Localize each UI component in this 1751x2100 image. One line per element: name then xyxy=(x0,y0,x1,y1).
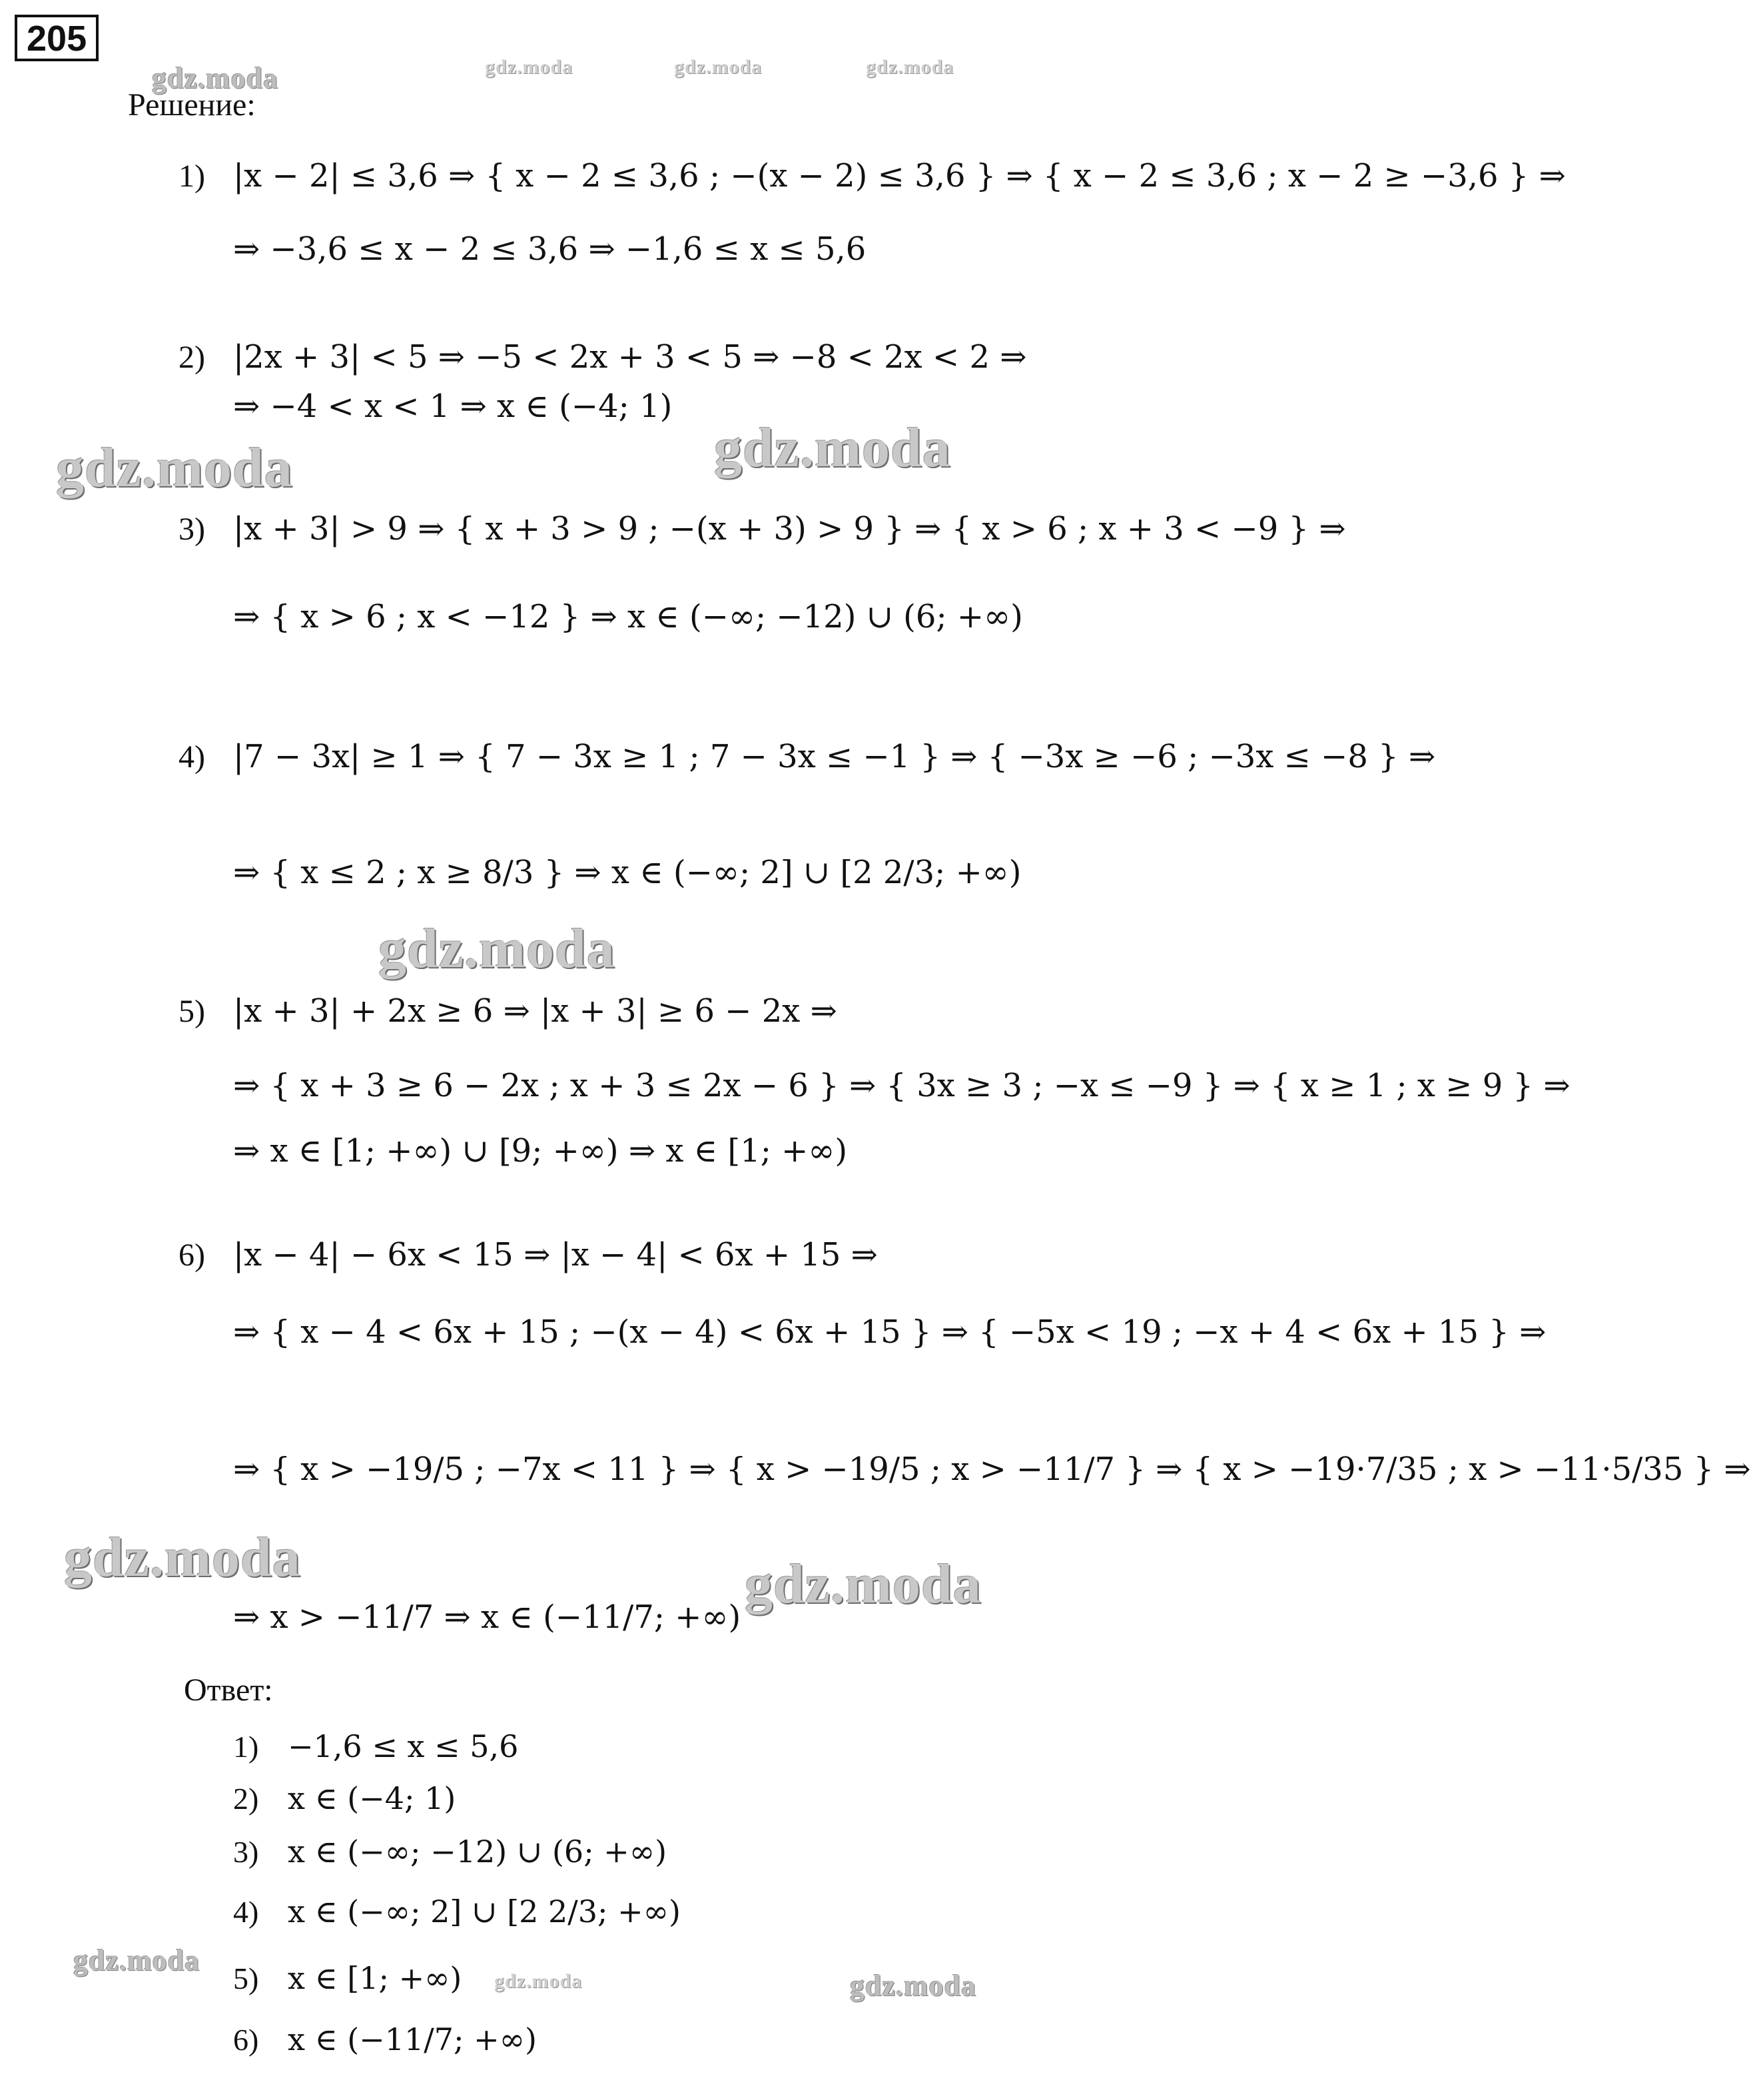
expression: |x − 4| − 6x < 15 ⇒ |x − 4| < 6x + 15 ⇒ xyxy=(233,1236,878,1273)
answer-item xyxy=(233,1780,456,1818)
item-label: 5) xyxy=(178,994,205,1029)
solution-heading: Решение: xyxy=(128,87,256,123)
watermark: gdz.moda xyxy=(378,918,615,980)
answer-text: −1,6 ≤ x ≤ 5,6 xyxy=(288,1728,519,1764)
solution-3-line-2: ⇒ { x > 6 ; x < −12 } ⇒ x ∈ (−∞; −12) ∪ (6; +∞) xyxy=(233,598,1023,635)
watermark: gdz.moda xyxy=(64,1527,301,1588)
watermark: gdz.moda xyxy=(674,56,763,78)
item-label: 4) xyxy=(178,739,205,775)
expression: |x + 3| + 2x ≥ 6 ⇒ |x + 3| ≥ 6 − 2x ⇒ xyxy=(233,992,837,1030)
answer-text: x ∈ (−11/7; +∞) xyxy=(288,2021,537,2057)
solution-4-line-2: ⇒ { x ≤ 2 ; x ≥ 8/3 } ⇒ x ∈ (−∞; 2] ∪ [2 2/3; +∞) xyxy=(233,854,1022,891)
item-label: 3) xyxy=(233,1835,259,1869)
item-label: 3) xyxy=(178,512,205,547)
item-label: 1) xyxy=(178,159,205,194)
answer-item xyxy=(233,2021,537,2059)
item-label: 2) xyxy=(233,1782,259,1816)
item-label: 2) xyxy=(178,340,205,375)
item-label: 6) xyxy=(178,1237,205,1273)
watermark: gdz.moda xyxy=(745,1553,982,1615)
answer-text: x ∈ (−∞; 2] ∪ [2 2/3; +∞) xyxy=(288,1894,681,1929)
solution-3-line-1 xyxy=(178,510,1346,548)
item-label: 4) xyxy=(233,1895,259,1929)
solution-6-line-1 xyxy=(178,1236,878,1274)
solution-4-line-1 xyxy=(178,738,1435,776)
solution-5-line-2: ⇒ { x + 3 ≥ 6 − 2x ; x + 3 ≤ 2x − 6 } ⇒ { 3x ≥ 3 ; −x ≤ −9 } ⇒ { x ≥ 1 ; x ≥ 9 } ⇒ xyxy=(233,1067,1571,1104)
watermark: gdz.moda xyxy=(494,1970,583,1992)
answer-item xyxy=(233,1833,667,1871)
answer-heading: Ответ: xyxy=(184,1672,273,1708)
expression: |7 − 3x| ≥ 1 ⇒ { 7 − 3x ≥ 1 ; 7 − 3x ≤ −1 } ⇒ { −3x ≥ −6 ; −3x ≤ −8 } ⇒ xyxy=(233,738,1436,775)
expression: |2x + 3| < 5 ⇒ −5 < 2x + 3 < 5 ⇒ −8 < 2x < 2 ⇒ xyxy=(233,338,1027,376)
watermark: gdz.moda xyxy=(152,62,279,95)
watermark: gdz.moda xyxy=(866,56,954,78)
solution-5-line-3: ⇒ x ∈ [1; +∞) ∪ [9; +∞) ⇒ x ∈ [1; +∞) xyxy=(233,1132,848,1170)
solution-6-line-3: ⇒ { x > −19/5 ; −7x < 11 } ⇒ { x > −19/5 ; x > −11/7 } ⇒ { x > −19·7/35 ; x > −11·5/35 } ⇒ xyxy=(233,1451,1751,1488)
watermark: gdz.moda xyxy=(714,417,951,479)
solution-2-line-2: ⇒ −4 < x < 1 ⇒ x ∈ (−4; 1) xyxy=(233,388,673,425)
watermark: gdz.moda xyxy=(485,56,573,78)
solution-2-line-1 xyxy=(178,338,1026,376)
answer-text: x ∈ (−4; 1) xyxy=(288,1780,456,1816)
expression: |x − 2| ≤ 3,6 ⇒ { x − 2 ≤ 3,6 ; −(x − 2) ≤ 3,6 } ⇒ { x − 2 ≤ 3,6 ; x − 2 ≥ −3,6 } ⇒ xyxy=(233,157,1566,194)
item-label: 5) xyxy=(233,1961,259,1995)
watermark: gdz.moda xyxy=(73,1944,200,1977)
item-label: 6) xyxy=(233,2023,259,2057)
solution-1-line-1 xyxy=(178,157,1566,195)
answer-item xyxy=(233,1728,518,1766)
solution-5-line-1 xyxy=(178,992,837,1030)
answer-item xyxy=(233,1893,681,1931)
solution-1-line-2: ⇒ −3,6 ≤ x − 2 ≤ 3,6 ⇒ −1,6 ≤ x ≤ 5,6 xyxy=(233,230,867,268)
task-number: 205 xyxy=(15,15,99,61)
watermark: gdz.moda xyxy=(850,1969,977,2002)
expression: |x + 3| > 9 ⇒ { x + 3 > 9 ; −(x + 3) > 9 } ⇒ { x > 6 ; x + 3 < −9 } ⇒ xyxy=(233,510,1346,547)
solution-6-line-4: ⇒ x > −11/7 ⇒ x ∈ (−11/7; +∞) xyxy=(233,1598,741,1636)
answer-text: x ∈ (−∞; −12) ∪ (6; +∞) xyxy=(288,1834,667,1870)
watermark: gdz.moda xyxy=(56,437,293,499)
answer-item xyxy=(233,1959,462,1997)
solution-6-line-2: ⇒ { x − 4 < 6x + 15 ; −(x − 4) < 6x + 15 } ⇒ { −5x < 19 ; −x + 4 < 6x + 15 } ⇒ xyxy=(233,1313,1547,1351)
item-label: 1) xyxy=(233,1730,259,1764)
answer-text: x ∈ [1; +∞) xyxy=(288,1960,462,1996)
